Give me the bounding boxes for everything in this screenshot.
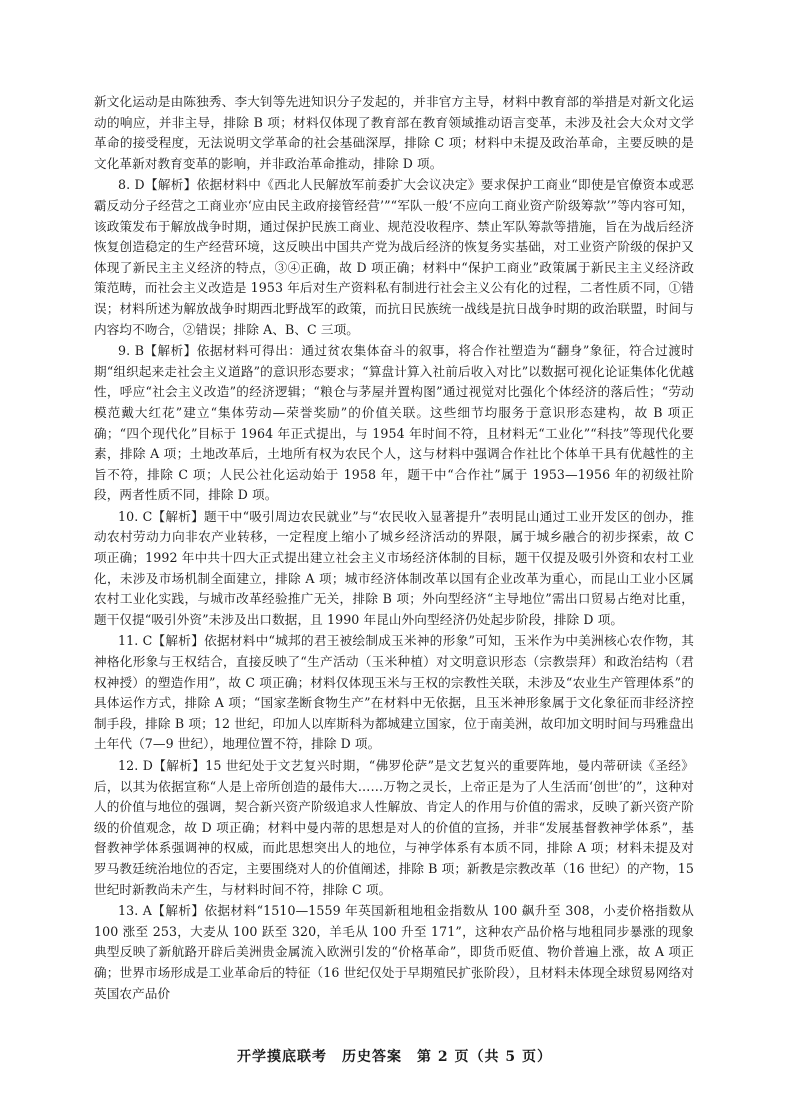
paragraph-answer-11: 11. C【解析】依据材料中“城邦的君王被绘制成玉米神的形象”可知，玉米作为中美洲核心农作物，其神格化形象与王权结合，直接反映了“生产活动（玉米种植）对文明意识形态（宗教崇拜）和政治结构（君权神授）的塑造作用”，故 C 项正确；材料仅体现玉米与王权的宗教性关联，未涉及“农业生产管理体系”的具体运作方式，排除 A 项；“国家垄断食物生产”在材料中无依据，且玉米神形象属于文化象征而非经济控制手段，排除 B 项；12 世纪，印加人以库斯科为都城建立国家，位于南美洲，故印加文明时间与玛雅盘出土年代（7—9 世纪），地理位置不符，排除 D 项。 [94, 633, 694, 752]
paragraph-continuation-7: 新文化运动是由陈独秀、李大钊等先进知识分子发起的，并非官方主导，材料中教育部的举措是对新文化运动的响应，并非主导，排除 B 项；材料仅体现了教育部在教育领域推动语言变革，未涉及社会大众对文学革命的接受程度，无法说明文学革命的社会基础深厚，排除 C 项；材料中未提及政治革命，主要反映的是文化革新对教育变革的影响，并非政治革命推动，排除 D 项。 [94, 94, 694, 171]
paragraph-answer-9: 9. B【解析】依据材料可得出：通过贫农集体奋斗的叙事，将合作社塑造为“翻身”象征，符合过渡时期“组织起来走社会主义道路”的意识形态要求；“算盘计算入社前后收入对比”以数据可视化论证集体化优越性，呼应“社会主义改造”的经济逻辑；“粮仓与茅屋并置构图”通过视觉对比强化个体经济的落后性；“劳动模范戴大红花”建立“集体劳动—荣誉奖励”的价值关联。这些细节均服务于意识形态建构，故 B 项正确；“四个现代化”目标于 1964 年正式提出，与 1954 年时间不符，且材料无“工业化”“科技”等现代化要素，排除 A 项；土地改革后，土地所有权为农民个人，这与材料中强调合作社比个体单干具有优越性的主旨不符，排除 C 项；人民公社化运动始于 1958 年，题干中“合作社”属于 1953—1956 年的初级社阶段，两者性质不同，排除 D 项。 [94, 343, 694, 503]
paragraph-answer-12: 12. D【解析】15 世纪处于文艺复兴时期，“佛罗伦萨”是文艺复兴的重要阵地，曼内蒂研读《圣经》后，以其为依据宣称“人是上帝所创造的最伟大……万物之灵长，上帝正是为了人生活而‘创世’的”，这种对人的价值与地位的强调，契合新兴资产阶级追求人性解放、肯定人的作用与价值的需求，反映了新兴资产阶级的价值观念，故 D 项正确；材料中曼内蒂的思想是对人的价值的宣扬，并非“发展基督教神学体系”，基督教神学体系强调神的权威，而此思想突出人的地位，与神学体系有本质不同，排除 A 项；材料未提及对罗马教廷统治地位的否定，主要围绕对人的价值阐述，排除 B 项；新教是宗教改革（16 世纪）的产物，15 世纪时新教尚未产生，与材料时间不符，排除 C 项。 [94, 758, 694, 897]
paragraph-answer-13: 13. A【解析】依据材料“1510—1559 年英国新租地租金指数从 100 飙升至 308，小麦价格指数从 100 涨至 253，大麦从 100 跃至 320，羊毛从 100 升至 171”，这种农产品价格与地租同步暴涨的现象典型反映了新航路开辟后美洲贵金属流入欧洲引发的“价格革命”，即货币贬值、物价普遍上涨，故 A 项正确；世界市场形成是工业革命后的特征（16 世纪仅处于早期殖民扩张阶段），且材料未体现全球贸易网络对英国农产品价 [94, 903, 694, 1001]
paragraph-answer-10: 10. C【解析】题干中“吸引周边农民就业”与“农民收入显著提升”表明昆山通过工业开发区的创办，推动农村劳动力向非农产业转移，一定程度上缩小了城乡经济活动的界限，属于城乡融合的初步探索，故 C 项正确；1992 年中共十四大正式提出建立社会主义市场经济体制的目标，题干仅提及吸引外资和农村工业化，未涉及市场机制全面建立，排除 A 项；城市经济体制改革以国有企业改革为重心，而昆山工业小区属农村工业化实践，与城市改革经验推广无关，排除 B 项；外向型经济“主导地位”需出口贸易占绝对比重，题干仅提“吸引外资”未涉及出口数据，且 1990 年昆山外向型经济仍处起步阶段，排除 D 项。 [94, 508, 694, 627]
page-footer: 开学摸底联考 历史答案 第 2 页（共 5 页） [237, 1049, 552, 1065]
paragraph-answer-8: 8. D【解析】依据材料中《西北人民解放军前委扩大会议决定》要求保护工商业“即使是官僚资本或恶霸反动分子经营之工商业亦‘应由民主政府接管经营’”“军队一般‘不应向工商业资产阶级筹款’”等内容可知，该政策发布于解放战争时期，通过保护民族工商业、规范没收程序、禁止军队筹款等措施，旨在为战后经济恢复创造稳定的生产经营环境，这反映出中国共产党为战后经济的恢复务实基础，对工业资产阶级的保护又体现了新民主主义经济的特点，③④正确，故 D 项正确；材料中“保护工商业”政策属于新民主主义经济政策范畴，而社会主义改造是 1953 年后对生产资料私有制进行社会主义公有化的过程，二者性质不同，①错误；材料所述为解放战争时期西北野战军的政策，而抗日民族统一战线是抗日战争时期的政治联盟，时间与内容均不吻合，②错误；排除 A、B、C 三项。 [94, 177, 694, 337]
answer-page-body [94, 92, 694, 1005]
